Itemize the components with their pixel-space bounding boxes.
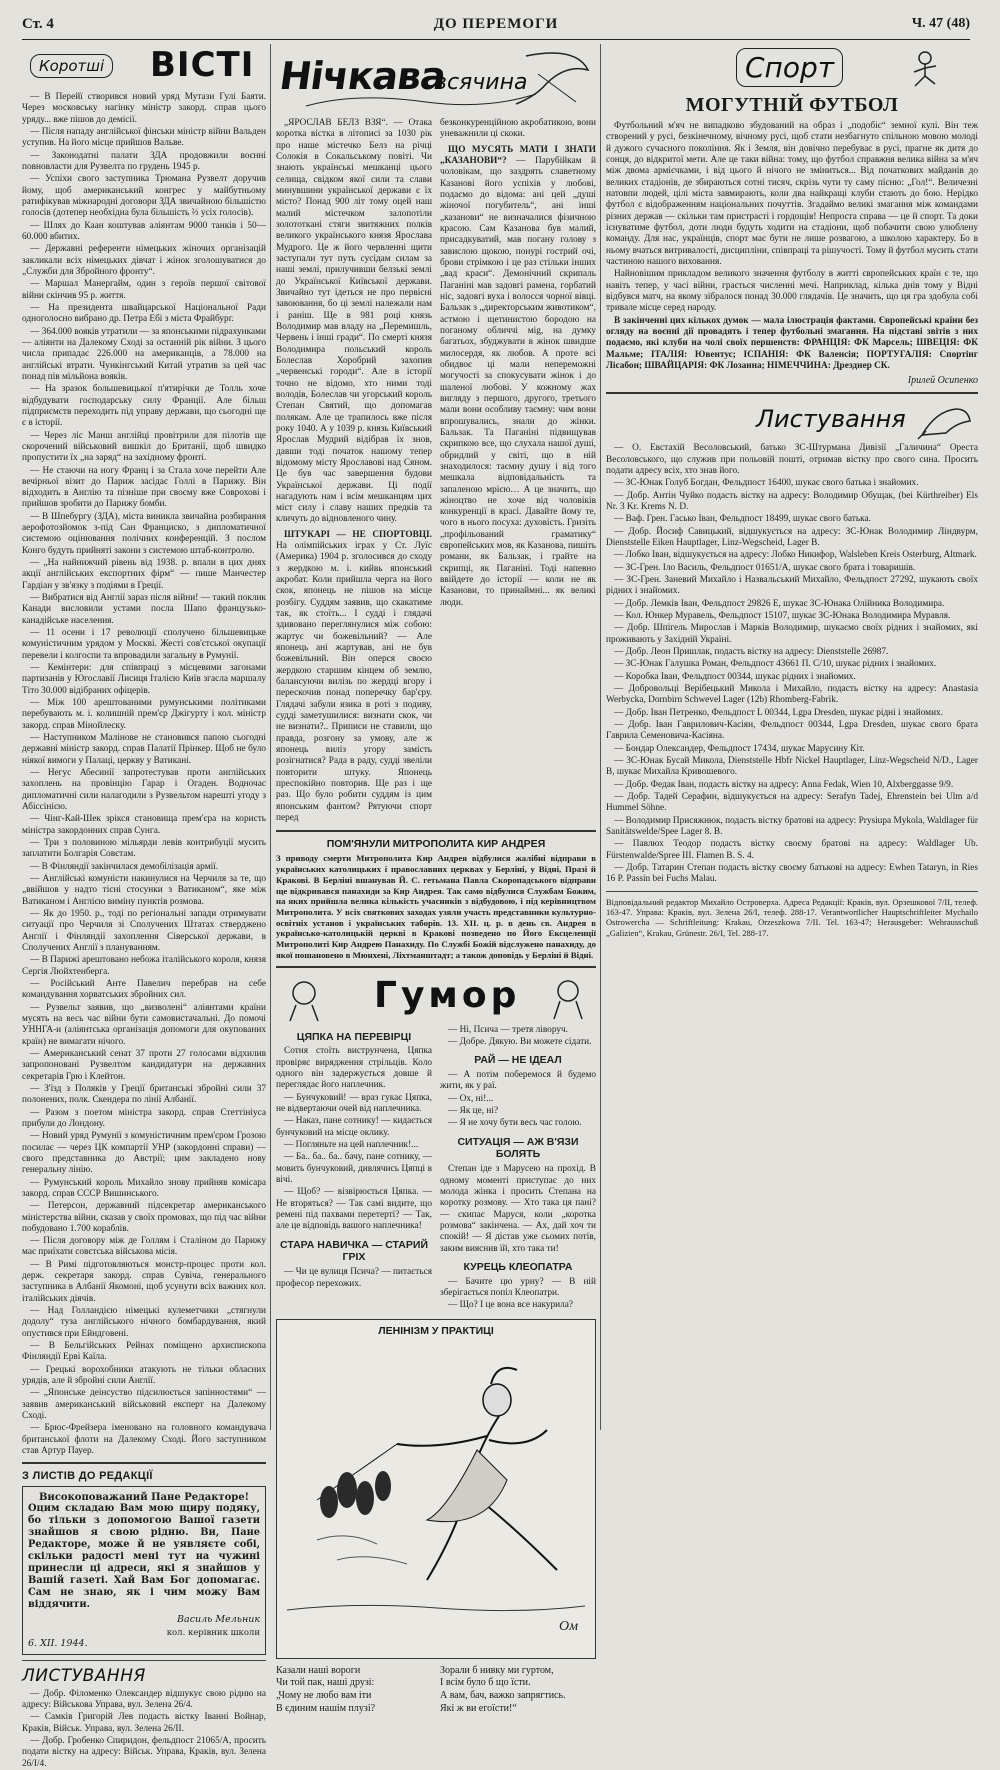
cartoon-verse — [276, 1665, 596, 1716]
correspondence-heading: ЛИСТУВАННЯ — [22, 1665, 146, 1686]
humor-right — [440, 1025, 596, 1313]
humor-line: — Щоб? — візвірюється Цяпка. — Не вторяться? — Так самі видите, що ремені під пахвами перетерті? — Так, але це відповідь вашого наплечника! — [276, 1187, 432, 1232]
news-item: — „На найнижчий рівень від 1938. р. впали в цих днях акції англійських експортних фірм“ — пише Манчестер Гардіан у зв'язку з подіями в Греції. — [22, 558, 266, 591]
verse-line: Зорали б нивку ми гуртом, — [440, 1664, 554, 1676]
sport-summary: В закінченні цих кількох думок — мала ілюстрація фактами. Європейські країни без огляду на воєнні дії провадять і тепер футбольні змагання. На підставі звітів з них подаємо, які клуби на чолі своїх першенств: ФРАНЦІЯ: ФК Марсель; ШВЕЦІЯ: ФК Мальме; ІТАЛІЯ: Ювентус; ІСПАНІЯ: ФК Валенсія; ПОРТУГАЛІЯ: Спортінг Лісабон; ШВАЙЦАРІЯ: ФК Лозанна; НІМЕЧЧИНА: Дрезднер СК. — [606, 315, 978, 371]
humor-line: — Як це, ні? — [448, 1105, 499, 1116]
humor-line: — Бачите цю урну? — В ній зберігається попіл Клеопатри. — [440, 1276, 596, 1298]
correspondence-entry: — ЗС-Грен. Заневий Михайло і Назвальський Михайло, Фельдпост 27292, шукають своїх рідних і знайомих. — [606, 575, 978, 597]
humor-line: — Погляньте на цей наплечник!... — [284, 1139, 419, 1150]
news-item: — 364.000 вояків утратили — за японськими підрахунками — аліянти на Далекому Сході за останній рік війни. З цього числа припадає 226.000 на американців, а 78.000 на англійські втрати. Чункінгський Китай утратив за цей час понад пів мільйона вояків. — [22, 326, 266, 382]
divider — [276, 966, 596, 968]
humor-paradise-heading: РАЙ — НЕ ІДЕАЛ — [474, 1054, 562, 1067]
correspondence-entry: — Бондар Олександер, Фельдпост 17434, шукає Марусину Кіт. — [614, 743, 865, 754]
verse-line: Які ж ви егоїсти!“ — [440, 1703, 517, 1715]
verse-line: І всім було б що їсти. — [440, 1677, 531, 1689]
news-item: — Після нападу англійської фінськи міністр війни Вальден уступив. На його місце прийшов Вальве. — [22, 126, 266, 149]
news-item: — Грецькі ворохобники атакують не тільки обласних урядів, але й збройні сили Англії. — [22, 1364, 266, 1387]
verse-line: „Чому не любо вам іти — [276, 1690, 372, 1702]
humor-line: — Ба.. ба.. ба.. бачу, пане сотнику, — мовить бунчуковий, дивлячись Цяпці в вічі. — [276, 1152, 432, 1185]
article-shtukari-heading: ШТУКАРІ — НЕ СПОРТОВЦІ. — [284, 529, 432, 540]
correspondence-entry: — Павлюх Теодор подасть вістку своєму братові на адресу: Waldlager Ub. Fürstenwalde/Spree III. Flamen B. S. 4. — [606, 839, 978, 861]
article-shtukari — [276, 530, 432, 825]
column-short-news — [22, 44, 266, 1769]
correspondence-entry: — Коробка Іван, Фельдпост 00344, шукає рідних і знайомих. — [614, 671, 856, 682]
sport-article-title: МОГУТНІЙ ФУТБОЛ — [685, 94, 899, 116]
divider — [22, 1660, 266, 1661]
news-item: — Як до 1950. р., тоді по регіональні запади отримувати ситуації про Черчиля зі Сполучених Штатах стверджено Англії і Фінляндії захоплення Сіверської держави, в Сполучених Англії з плануванням. — [22, 908, 266, 953]
news-item: — Брюс-Фрейзера іменовано на головного командувача британської флоти на Далекому Сході. Його заступником став Артур Пауер. — [22, 1423, 266, 1457]
humor-old-habit-heading: СТАРА НАВИЧКА — СТАРИЙ ГРІХ — [280, 1238, 428, 1264]
humor-cleopatra-heading: КУРЕЦЬ КЛЕОПАТРА — [463, 1260, 573, 1273]
column-rule — [600, 44, 601, 1430]
correspondence-entry: — Добровольці Верібецький Микола і Михайло, подасть вістку на адресу: Anastasia Werbycka, Dornbirn Schwevel Lager (12b) Rhomberg-Fabrik. — [606, 683, 978, 706]
humor-line: — А потім поберемося й будемо жити, як у раї. — [440, 1069, 596, 1092]
news-item: — Не стаючи на ногу Франц і за Стала хоче перейти Але вечірньої візит до Париж засідає Голлі в Парижу. Він відходить в Англію та пізніше при своєму вже Соврохові і прийшов зробити до Парижу бомби. — [22, 465, 266, 510]
news-item: — Негус Абесинії запротестував проти англійських захоплень на провінцію Гарар і Огаден. Водночас дипломатичні сили налагодили з Рузвельтом нарешті угоду з Абіссінією. — [22, 768, 266, 813]
news-item: — Маршал Манергайм, один з героїв першої світової війни скінчив 95 р. життя. — [22, 279, 266, 301]
news-item: — На президента швайцарської Національної Ради одноголосно вибрано др. Петра Ебі з міста Фрайбург. — [22, 302, 266, 325]
article-kazanova — [440, 145, 596, 609]
correspondence-entry: — Добр. Тадей Серафин, відшукується на адресу: Serafyn Tadej, Ehrenstein bei Ulm a/d Hummel Söhne. — [606, 791, 978, 814]
letter-salutation: Високоповажаний Пане Редакторе! — [38, 1492, 250, 1504]
article-yaroslav-belz: „ЯРОСЛАВ БЕЛЗ ВЗЯ“. — Отака коротка вістка в літописі за 1030 рік про наше містечко Белз на річці Солокія в Сокальському повіті. Чи знають українські мешканці цього селища, свідком якої сили та слави минувшини української держави є їх місто? Понад 900 літ тому оцей наш малий містечком залопотіли золототкані стяги звитяжних полків великого українського князя Ярослава Мудрого. Це ж його червленні щити заступали тут путь сусідам силам за наші землі, прилучивши белзькі землі до Української Київської держави. Звичайно тут ідеться не про первісні завоювання, бо ці землі належали нам і раніш. Ще в 981 році князь Володимир мав владу на „Перемишль, Червень і інші гради“. По смерті князя Володимира польський король Болеслав Хоробрий захопив „червенські городи“. Але в історії точно не відомо, хто ними тоді володів, Болеслав чи угорський король Степан Святий, що допомагав полякам. Але це трапилось вже після року 1040. А у 1039 р. князь Київський Ярослав Мудрий відібрав їх знов, давши тоді початок нашому тепер відомому місту Ярославові над Сяном. Це був час завершення будови Української держави. Ці події нагадують нам і всім мешканцям цих міст силу і славу наших предків та кличуть до відновленого чину. — [276, 118, 432, 525]
correspondence-entry: — Добр. Іван Гаврилович-Касіян, Фельдпост 00344, Lgpa Dresden, шукає свого брата Гаврила Семеновича-Касіяна. — [606, 719, 978, 742]
news-item: — Три з половиною мільярди левів контрибуції мусить заплатити Болгарія Совєтам. — [22, 838, 266, 860]
correspondence-banner — [606, 399, 978, 443]
news-item: — Петерсон, державний підсекретар американського міністерства війни, сказав у своїх промовах, що під час війни побудовано 1.700 кораблів. — [22, 1201, 266, 1234]
football-player-icon — [900, 48, 950, 88]
correspondence-entry: — Кол. Юнкер Муравель, Фельдпост 15107, шукає ЗС-Юнака Володимира Муравля. — [614, 611, 951, 621]
miscellany-articles — [276, 118, 596, 825]
news-item: — Успіхи свого заступника Трюмана Рузвелт доручив йому, щоб американський конгрес у майбутньому ратифікував міжнародні договори ЗДА звичайною більшістю голосів (дотепер необхідна була більшість ⅔ усіх голосів). — [22, 174, 266, 219]
news-item: — Разом з поетом міністра закорд. справ Стеттініуса прибули до Лондону. — [22, 1107, 266, 1129]
correspondence-list — [22, 1689, 266, 1770]
short-news-list — [22, 92, 266, 1457]
sport-article-signature: Ірилей Осипенко — [907, 375, 978, 387]
page-number: Ст. 4 — [22, 16, 54, 32]
news-item: — Російський Анте Павелич перебрав на себе командування хорватських збройних сил. — [22, 978, 266, 1001]
news-item: — В Бельгійських Рейнах поміщено архиєпископа Фінляндії Ерві Каїла. — [22, 1341, 266, 1363]
humor-section — [276, 1025, 596, 1313]
correspondence-item: — Добр. Гробенко Спиридон, фельдпост 21065/А, просить подати вістку на адресу: Військ. Управа, Краків, вул. Зелена 26/І/4. — [22, 1736, 266, 1769]
running-cossack-illustration — [277, 1340, 595, 1640]
correspondence-entry: — ЗС-Юнак Бусай Микола, Dienststelle Hbfr Nickel Hauptlager, Linz-Wegscheid N/D., Lager B, шукає Михайла Кривошевого. — [606, 755, 978, 778]
editorial-imprint: Відповідальний редактор Михайло Островерха. Адреса Редакції: Краків, вул. Орзешкової 7/ІІ, телеф. 163-47. Управа: Краків, вул. Зелена 26/І, телеф. 288-17. Verantwortlicher Hauptschriftleiter Mychailo Ostrowercha — Schriftleitung: Krakau, Orzeszkowa 7/II. Tel. 163-47; Herausgeber: Wehrausschuß „Galizien“, Krakau, Grünestr. 26/І, Tel. 288-17. — [606, 896, 978, 938]
humor-banner — [276, 973, 596, 1025]
banner-word-sport: Спорт — [736, 48, 843, 87]
news-item: — „Японське деінсуство підсилюється запінностями“ — заявив американський військовий експерт на Далекому Сході. — [22, 1388, 266, 1422]
news-item: — Рузвельт заявив, що „визволені“ аліянтами країни мусять на весь час війни бути самовистачальні. До помочі УННГА-и (аліянтська організація допомоги для окупованих країн) не вимагати нічого. — [22, 1002, 266, 1047]
humor-line: — Я не хочу бути весь час голою. — [448, 1118, 582, 1129]
correspondence-entry: — ЗС-Грен. Іло Василь, Фельдпост 01651/А, шукає свого брата і товаришів. — [614, 562, 916, 573]
issue-number: Ч. 47 (48) — [911, 16, 970, 31]
correspondence-entry: — Добр. Татарин Степан подасть вістку своєму батькові на адресу: Ewhen Tataryn, in Ries 16 P. Passin bei Fuchs Malau. — [606, 862, 978, 885]
correspondence-entry: — Добр. Лемків Іван, Фельдпост 29826 Е, шукає ЗС-Юнака Олійника Володимира. — [614, 598, 945, 609]
news-item: — Новий уряд Румунії з комуністичним прем'єром Грозою посилає — через ЦК компартії УНР (закордонні справи) — свого представника до Австрії; цим закладено нову генеральну лінію. — [22, 1131, 266, 1176]
news-item: — В Фінляндії закінчилася демобілізація армії. — [30, 861, 219, 872]
divider — [22, 1462, 266, 1464]
news-item: — Наступником Малінове не становився папою сьогодні державні міністр закорд. справ Палатії Прінкер. Щоб не було ніякої вимоги у Палаці, церкву у Ватикані. — [22, 733, 266, 766]
sport-article-text: Футбольний м'яч не випадково збудований на образ і „подобіє“ земної кулі. Він теж створений у русі, безкінечному, вічному русі, щоб стати незбагнуто спільною мовою молоді й дужого сучасного покоління. Як і Земля, він довічно перебуває в русі, прагне як дитя до сонця, до відкритої мети. Але це таки війна: тому, що футбол справжня велика війна за м'яч між двома армієчками, і від цього й нічого не зміниться... Від початкових майданів до великих стадіонів, де збираються сотні тисяч, скрізь чути ту саму пісню: „Гол!“. Величезні натовпи людей, цілі міста завмирають, коли два найкращі клуби стають до бою. Нерідко футбол є відображенням національних почуттів. Згадаймо великі змагання між командами різних держав — скільки там пристрасті і гордощів! Непроста справа — це й спорт. Та доки існуватиме футбол, доти люди будуть ходити на стадіони, щоб побачити свою улюблену команду. Для нас, українців, спорт має бути не лише розвагою, а школою характеру. Бо в ньому вчаться витривалості, дисципліни, співпраці та рішучості. Тому й футбол мусить стати частиною нашого виховання. — [606, 121, 978, 267]
short-news-banner — [22, 44, 266, 90]
humor-line: — Наказ, пане сотнику! — кидається бунчуковий на місце оклику. — [276, 1116, 432, 1138]
correspondence-item: — Самків Григорій Лев подасть вістку Іванні Войнар, Краків, Військ. Управа, вул. Зелена 26/ІІ. — [22, 1712, 266, 1734]
humor-line: — Бунчуковий! — враз гукає Цяпка, не відвертаючи очей від наплечника. — [276, 1092, 432, 1114]
masthead — [22, 14, 970, 40]
correspondence-item: — Добр. Філоменко Олександер відшукує свою рідню на адресу: Військова Управа, вул. Зелена 26/4. — [22, 1688, 266, 1711]
news-item: — Законодатні палати ЗДА продовжили воєнні повновласти для Рузвелта по грудень 1945 р. — [22, 150, 266, 172]
news-item: — Вибратися від Англії зараз після війни! — такий поклик Канади висловили устами посла Шапо французько-канадійське населення. — [22, 593, 266, 626]
divider — [276, 830, 596, 832]
correspondence-entry: — Добр. Федак Іван, подасть вістку на адресу: Anna Fedak, Wien 10, Alxberggasse 9/9. — [614, 779, 954, 790]
correspondence-entry: — Добр. Іван Петренко, Фельдпост L 00344, Lgpa Dresden, шукає рідні і знайомих. — [614, 707, 944, 718]
humor-situation-heading: СИТУАЦІЯ — АЖ В'ЯЗИ БОЛЯТЬ — [457, 1135, 579, 1161]
news-item: — Кемінтерн: для співпраці з місцевими загонами партизанів у Югославії Лисиця Італією Київ згасла маршалу Тіто 30.000 відібраних офіцерів. — [22, 663, 266, 696]
correspondence-entry: — О. Евстахій Весоловський, батько ЗС-Штурмана Дивізії „Галичина“ Ореста Весоловського, що служив при польовій пошті, отримав вістку про свого сина. Просить подати адресу всіх, хто знав його. — [606, 443, 978, 477]
divider — [606, 392, 978, 394]
banner-word-vsyachyna: всячина — [434, 70, 528, 95]
verse-line: Казали наші вороги — [276, 1664, 361, 1676]
humor-line: — Ох, ні!... — [448, 1093, 494, 1104]
humor-line: — Що? І це вона все накурила? — [448, 1300, 574, 1311]
banner-word-visti: ВІСТІ — [150, 45, 255, 85]
banner-word-korotki: Коротші — [30, 54, 113, 78]
correspondence-entry: — Добр. Йосиф Савицький, відшукується на адресу: ЗС-Юнак Володимир Ліндвурм, Dienststelle Eiken Hauptlager, Linz-Wegscheid, Lager B. — [606, 526, 978, 549]
cartoon-artist-signature: Ом — [559, 1618, 579, 1634]
news-item: — Після договору між де Голлям і Сталіном до Парижу має приїхати совєтська військова місія. — [22, 1236, 266, 1258]
divider — [606, 891, 978, 892]
banner-word-humor: Гумор — [374, 974, 521, 1016]
humor-line: Сотня стоїть виструнчена, Цяпка провіряє вирядження стрільців. Коло одного він задержується довше й переглядає його наплечник. — [276, 1046, 432, 1091]
letter-date: 6. XII. 1944. — [28, 1637, 88, 1649]
humor-tsyapka-heading: ЦЯПКА НА ПЕРЕВІРЦІ — [296, 1030, 412, 1043]
humor-line: — Добре. Дякую. Ви можете сідати. — [448, 1036, 592, 1047]
letter-signature: Василь Мельник — [177, 1613, 260, 1625]
article-kazanova-text: — Парубійкам й чоловікам, що заздрять славетному Казанові його успіхів у любові, подаємо до відома: ані цей „душі жіночої погубитель“, ані інші „казанови“ не визначалися фізичною красою. Сам Казанова був малий, присадкуватий, мав погану голову з завислою щокою, понурі гострий очі, брови стрімкою і це раз стільки інших „вад краси“. Демонічний скрипаль Паганіні мав задовгі рамена, горбатий ніс, задовгі вуха і волосся чорної вівці. Бальзак з „директорським животиком“, астмою і щетинистою бородою на поганому обличчі мig, на думку багатьох, збуджувати в жінок швидше милосердя, як любов. А проте всі обидвоє ці мали непереможні могучості за спокусувати жінок і до шаленої любові. У кожному жах вигляду з першого, другого, третього мали вони особливу таємну: чим вони впрошувались, знали до жінки. Бальзак. Та Паганіні підвищував скрипкою все, що слухала нашої душі, обридлий у світі, що в ній знаходилося: таємну душу і від того мешкала відповідальність та запаленою мрією… А це значить, що жіноцтво не хоче від чоловіків конкуренції в красі. Давайте йому те, чого в нього посуха: духовість. Гризіть „профільований граматику“ європейських мов, як Казанова, пишіть романи, як Бальзак, і грайте на скрипці, як Паганіні. Тоді напевно ввійдете до історії — коли не як Казанови, то принаймні... як великі люди. — [440, 155, 596, 608]
correspondence-entry: — Ваф. Грен. Гасько Іван, Фельдпост 18499, шукає свого батька. — [614, 514, 871, 525]
news-item: — Шлях до Каан коштував аліянтам 9000 танків і 50—60.000 вбитих. — [22, 220, 266, 242]
correspondence-entry: — Добр. Леон Пришлак, подасть вістку на адресу: Dienststelle 26987. — [614, 646, 889, 657]
obituary-heading: ПОМ'ЯНУЛИ МИТРОПОЛИТА КИР АНДРЕЯ — [326, 838, 546, 851]
news-item: — Між 100 арештованими румунськими політиками перебувають м. і. колишній прем'єр Джігурту і кол. міністр закорд. справ Мінойлеску. — [22, 698, 266, 731]
verse-line: Чи той пак, наші друзі: — [276, 1677, 375, 1689]
correspondence-entry: — ЗС-Юнак Голуб Богдан, Фельдпост 16400, шукає свого батька і знайомих. — [614, 478, 919, 489]
sport-article — [606, 121, 978, 387]
article-kazanova-heading: ЩО МУСЯТЬ МАТИ І ЗНАТИ „КАЗАНОВИ“? — [440, 144, 596, 166]
news-item: — На зразок большевицької п'ятирічки де Толль хоче відбудувати господарську силу Франції. Але більш підприємств переходить під управу держави, що сьогодні ще є в історії. — [22, 384, 266, 429]
news-item: — Через ліс Манш англійці провітрили для пілотів ще скорочений військовий вишкіл до Британії, щоб швидко пропустити їх „на заряд“ на західному фронті. — [22, 430, 266, 464]
news-item: — Румунський король Михайло знову прийняв комісара закорд. справ СССР Вишинського. — [22, 1177, 266, 1199]
humor-left — [276, 1025, 432, 1313]
article-shtukari-text: На олімпійських іграх у Ст. Луїс (Америка) 1904 р. зголосився до сходу з жердкою м. і. кийвь японський акробат. Коли прийшла черга на його скок, японець не пішов на місце розбігу. Суддям заявив, що скакатиме так, як стоїть... І судді і глядачі здивовано переглянулися між собою: жартує чи божевільний? — Але японець ані жартував, ані не був божевільний. Він оперся своєю жердкою старшим кінцем об землю, балансуючи вилізь по жердці вгору і перескочив понад поперечку бар'єру. Глядачі забули язика в роті з подиву, судді заметушилися: визнати скок, чи не визнати?.. Приписи не ставили, що правда, розгону за умову, але ж японець виліз угору замість розігнатися? Рада в раду, судді звеліли повторити штуку. Японець преспокійно повторив. Ще раз і ще раз. Що було робити суддям із цим японським фантом? Рятуючи спорт перед — [276, 541, 432, 824]
humor-situation-text: Степан іде з Марусею на прохід. В одному моменті приступає до них молода жінка і просить Степана на коротку розмову. — Хто така ця пані? — скипає Маруся, коли „коротка розмова“ закінчена. — Ах, дай хоч ти спокій! — Я дістав уже сьомих потів, заким вияснив їй, хто така ти! — [440, 1164, 596, 1254]
writing-hand-icon — [916, 401, 976, 441]
humor-line: — Ні, Псича — третя ліворуч. — [448, 1024, 568, 1035]
miscellany-right — [440, 118, 596, 825]
letter-body: Оцим складаю Вам мою щиру подяку, бо тільки з допомогою Вашої газети знайшов я свою рідню. Ви, Пане Редакторе, може й не уявляєте собі, скільки радості мені тут на чужині принесли ці адреси, які я знайшов у Вашій газеті. Хай Вам Бог допомагає. Сам не знаю, як і чим можу Вам віддячити. — [28, 1503, 260, 1610]
cartoon-leninism — [276, 1319, 596, 1659]
correspondence-entries — [606, 443, 978, 885]
verse-line: В єдиним нашім плузі? — [276, 1703, 376, 1715]
news-item: — З'їзд з Поляків у Греції британські збройні сили 37 полонених, полк. Скендера по лінії Албанії. — [22, 1083, 266, 1106]
obituary-text: З приводу смерти Митрополита Кир Андрея відбулися жалібні відправи в українських католицьких і православних церквах у Берліні, у Відні, Празі й Кракові. В Берліні вшанував Й. С. гетьмана Павла Скоропадського відправи ще відкривався панахиди за Кир Андрея. Так само відбулися Службам Божим, на яких прийшла велика кількість учасників з відбудовою, і під керівництвом Митрополита. У всіх святкових заходах узяли участь представники культурно-освітніх установ і українських таборів. 13. XII. ц. р. в день св. Андрея в українсько-католицькій церкві в Кракові позведено по Його Ексцеленції Митрополиті Кир Андрею Панахиду. По Службі Божій відслужено панахиду, до якої пошановено в Мюнхені, Ліхтманштадт; а також доповідь у Берліні й Відні. — [276, 853, 596, 960]
column-miscellany — [276, 44, 596, 1715]
news-item: — Над Голландією німецькі кулеметчики „стягнули додолу“ туза англійського нічного бомбардування, який опустився при Ейндговені. — [22, 1306, 266, 1339]
humor-old-habit-text: — Чи це вулиця Псича? — питається професор перехожих. — [276, 1267, 432, 1289]
sport-article-text-2: Найновішим прикладом великого значення футболу в житті європейських країн є те, що навіть тепер, у часі війни, грається численні мечі. Наприклад, кілька днів тому у Відні відбувся матч, на якому зібралося понад 30.000 глядачів. Це значить, що ця гра здобула собі тривале місце серед народу. — [606, 269, 978, 314]
news-item: — Англійські комуністи накинулися на Черчиля за те, що „ввійшов у надто тісні стосунки з Ватиканом“, яке між Ватиканом і Англією виміну пунктів розмова. — [22, 873, 266, 907]
column-rule — [270, 44, 271, 1430]
banner-word-listuvannya: Листування — [756, 405, 906, 434]
correspondence-entry: — Лобко Іван, відшукується на адресу: Лобко Никифор, Walsleben Kreis Osterburg, Altmark. — [614, 550, 977, 561]
correspondence-entry: — Добр. Шпігель Мирослав і Марків Володимир, шукаємо своїх рідних і знайомих, які проживають у Західній Україні. — [606, 623, 978, 645]
news-item: — Американський сенат 37 проти 27 голосами відхилив запропоновані Рузвелтом кандидатури на державних секретарів Грю і Клейтон. — [22, 1048, 266, 1082]
news-item: — 11 осени і 17 революції сполучено більшевицьке комуністичним урядом у Москві. Жесті сов'єтської окупації перевели і колгоспи та впровадили загальну в Румунії. — [22, 628, 266, 661]
sport-banner — [606, 44, 978, 90]
verse-right — [440, 1665, 596, 1716]
news-item: — В Шпебургу (ЗДА), міста виникла звичайна розбирання аерофотозйомок з-під Сан Франциско, з дипломатичної системою оцінювання полічних конференцій. З послом Конго будуть прийняті закони з системою штаб-контролю. — [22, 511, 266, 556]
letters-heading: З ЛИСТІВ ДО РЕДАКЦІЇ — [22, 1470, 153, 1483]
news-item: — В Римі підготовляються монстр-процес проти кол. держ. секретаря закорд. справ Сувіча, генерального заступника в Албанії Якомоні, щоб усунути всіх важних кол. італійських діячів. — [22, 1259, 266, 1304]
column-sport — [606, 44, 978, 1434]
correspondence-entry: — Добр. Антін Чуйко подасть вістку на адресу: Володимир Обущак, (bei Kürthreiber) Els Nr. 3 Kr. Krems N. D. — [606, 490, 978, 513]
correspondence-entry: — ЗС-Юнак Галушка Роман, Фельдпост 43661 П. С/10, шукає рідних і знайомих. — [614, 659, 937, 670]
correspondence-entry: — Володимир Присяжнюк, подасть вістку братові на адресу: Prysiupa Mykola, Waldlager für Sanitätswelde/Spee Lager 8. B. — [606, 815, 978, 837]
miscellany-banner — [276, 44, 596, 118]
news-item: — В Парижі арештовано небожа італійського короля, князя Сергія Люйхтенберга. — [22, 955, 266, 977]
verse-line: А вам, бач, важко запрягтись. — [440, 1690, 566, 1702]
news-item: — В Перейї створився новий уряд Мутази Гулі Баяти. Через московську нагінку міністр закорд. справ цього уряду... вже пішов до демісії. — [22, 92, 266, 125]
verse-left — [276, 1665, 432, 1716]
news-item: — Державні референти німецьких жіночих організацій закликали всіх німецьких дівчат і жінок зголошуватися до „Служби для Збройного фронту“. — [22, 244, 266, 277]
banner-word-nichkava: Нічкавa — [276, 54, 449, 98]
miscellany-left — [276, 118, 432, 825]
news-item: — Чінг-Кай-Шек зрікся становища прем'єра на користь міністра закордонних справ Сунга. — [22, 814, 266, 836]
newspaper-title: ДО ПЕРЕМОГИ — [433, 16, 559, 32]
letter-signature-role: кол. керівник школи — [166, 1627, 260, 1638]
cartoon-title: ЛЕНІНІЗМ У ПРАКТИЦІ — [378, 1324, 494, 1337]
letter-to-editor — [22, 1486, 266, 1654]
article-shtukari-continued: безконкуренційною акробатикою, вони уневажнили ці скоки. — [440, 118, 596, 140]
